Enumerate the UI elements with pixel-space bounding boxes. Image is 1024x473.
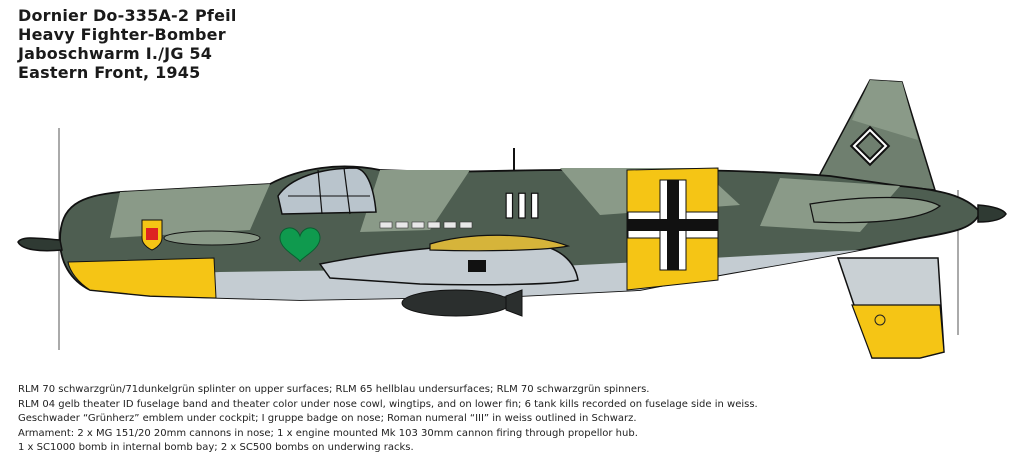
underwing-rack [468,260,486,272]
gruppe-badge-icon [142,220,162,250]
cowl-fairing [164,231,260,245]
title-line-aircraft: Dornier Do-335A-2 Pfeil [18,6,237,25]
nose-yellow-underside [68,258,216,298]
tank-kill-icon [428,222,440,228]
description-line: Armament: 2 x MG 151/20 20mm cannons in nose; 1 x engine mounted Mk 103 30mm cannon firing through propellor hub. [18,427,638,439]
tank-kill-icon [396,222,408,228]
tank-kill-icon [380,222,392,228]
tank-kill-icon [412,222,424,228]
tank-kill-icon [460,222,472,228]
title-line-role: Heavy Fighter-Bomber [18,25,226,44]
description-notes [18,383,1008,456]
front-spinner [18,238,62,251]
description-line: RLM 70 schwarzgrün/71dunkelgrün splinter on upper surfaces; RLM 65 hellblau undersurfaces; RLM 70 schwarzgrün spinners. [18,384,650,395]
title-line-theater: Eastern Front, 1945 [18,63,201,82]
title-line-unit: Jaboschwarm I./JG 54 [18,44,213,63]
description-line: Geschwader “Grünherz” emblem under cockpit; I gruppe badge on nose; Roman numeral “III” in weiss outlined in Schwarz. [18,413,637,425]
rear-spinner [978,205,1006,222]
splinter-patch-nose [110,184,270,238]
description-line: RLM 04 gelb theater ID fuselage band and theater color under nose cowl, wingtips, and on lower fin; 6 tank kills recorded on fuselage side in weiss. [18,398,758,410]
tail-marking-iii: III [503,187,541,227]
tank-kill-icon [444,222,456,228]
lower-fin-yellow [852,305,944,358]
description-line: 1 x SC1000 bomb in internal bomb bay; 2 x SC500 bombs on underwing racks. [18,442,414,454]
